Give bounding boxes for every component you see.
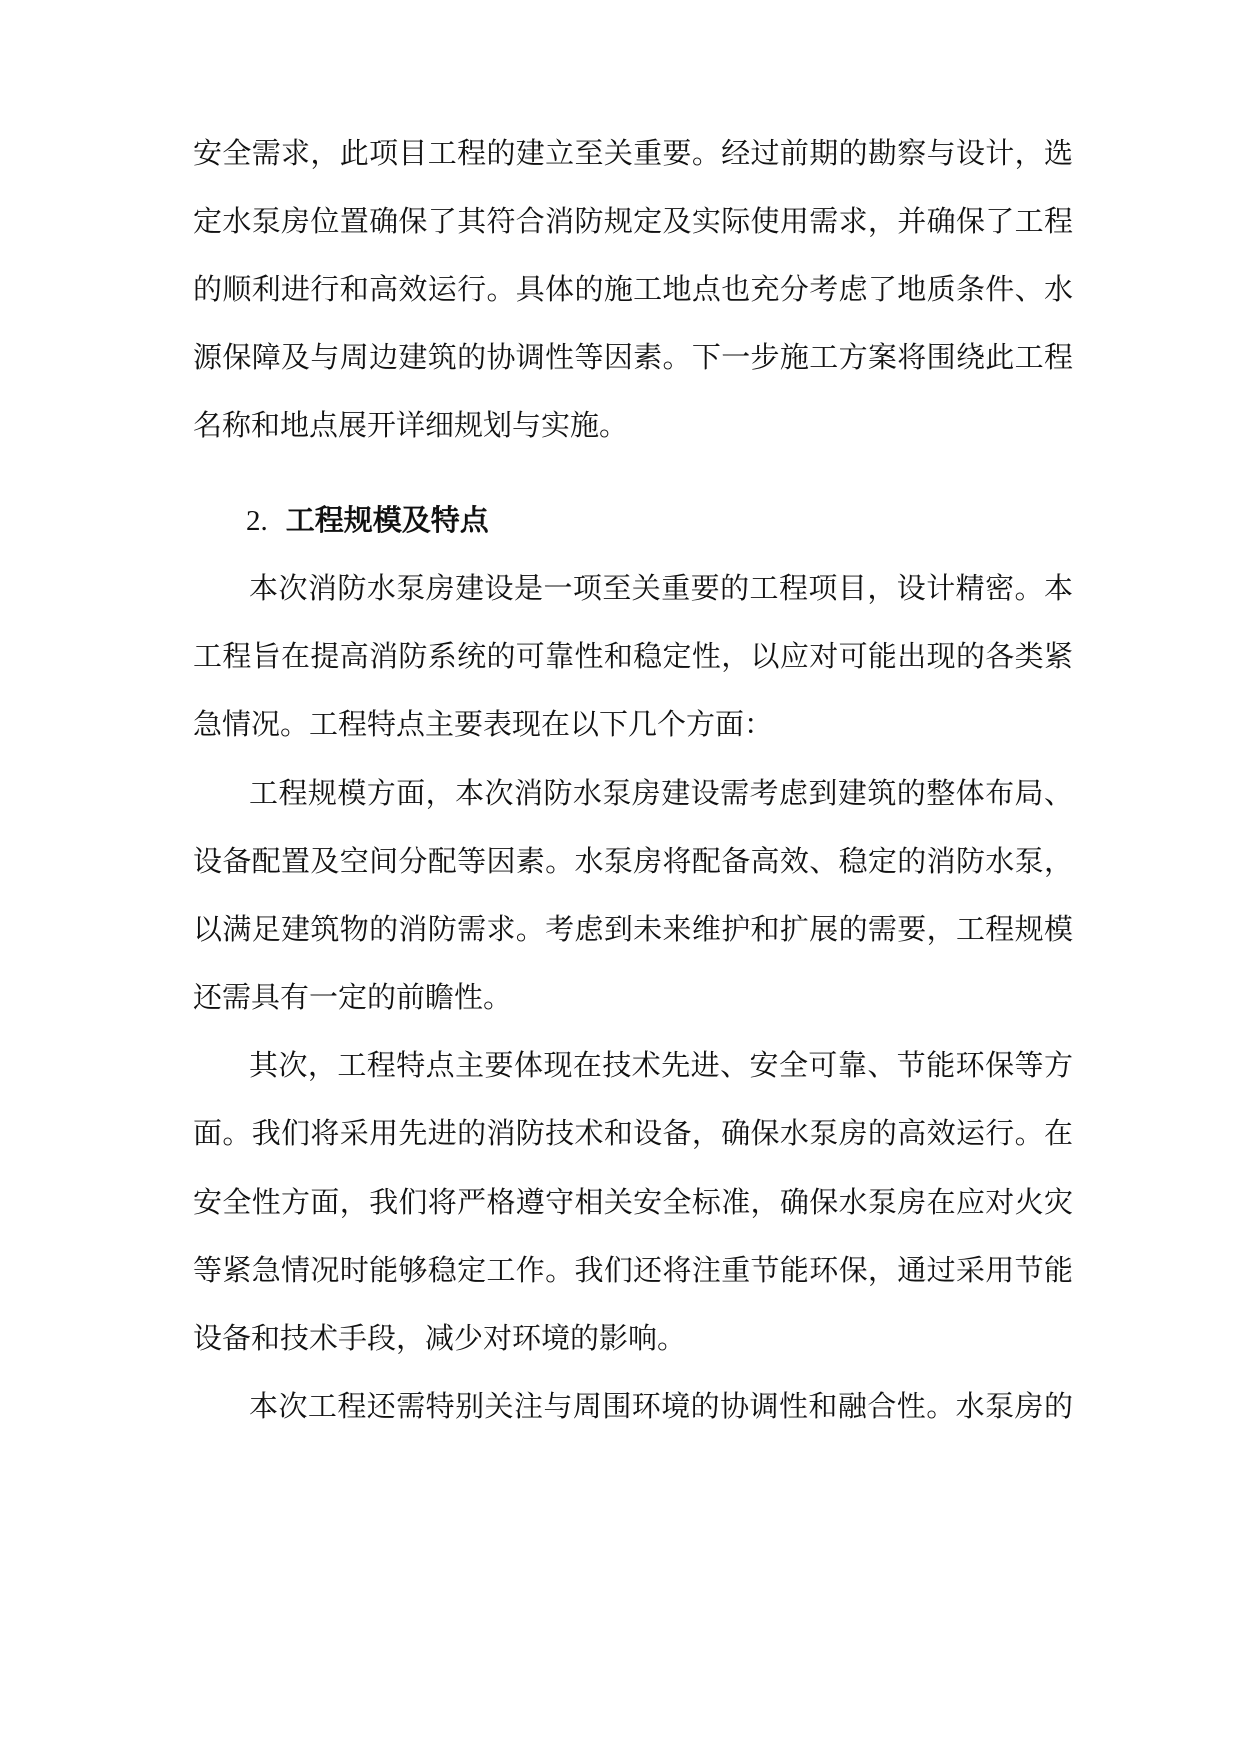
text-line: 等紧急情况时能够稳定工作。我们还将注重节能环保，通过采用节能 [193, 1253, 1073, 1287]
text-line: 工程旨在提高消防系统的可靠性和稳定性，以应对可能出现的各类紧 [193, 639, 1073, 673]
text-line: 安全性方面，我们将严格遵守相关安全标准，确保水泵房在应对火灾 [193, 1185, 1073, 1219]
text-line: 工程规模方面，本次消防水泵房建设需考虑到建筑的整体布局、 [249, 776, 1073, 810]
text-line: 设备配置及空间分配等因素。水泵房将配备高效、稳定的消防水泵， [193, 844, 1073, 878]
text-line: 设备和技术手段，减少对环境的影响。 [193, 1321, 687, 1355]
text-line: 其次，工程特点主要体现在技术先进、安全可靠、节能环保等方 [249, 1048, 1073, 1082]
text-line: 以满足建筑物的消防需求。考虑到未来维护和扩展的需要，工程规模 [193, 912, 1073, 946]
section-title: 工程规模及特点 [285, 503, 489, 537]
text-line: 源保障及与周边建筑的协调性等因素。下一步施工方案将围绕此工程 [193, 340, 1073, 374]
text-line: 面。我们将采用先进的消防技术和设备，确保水泵房的高效运行。在 [193, 1116, 1073, 1150]
text-line: 本次消防水泵房建设是一项至关重要的工程项目，设计精密。本 [249, 571, 1073, 605]
section-heading [246, 500, 489, 540]
text-line: 的顺利进行和高效运行。具体的施工地点也充分考虑了地质条件、水 [193, 272, 1073, 306]
text-line: 本次工程还需特别关注与周围环境的协调性和融合性。水泵房的 [249, 1389, 1073, 1423]
text-line: 定水泵房位置确保了其符合消防规定及实际使用需求，并确保了工程 [193, 204, 1073, 238]
text-line: 安全需求，此项目工程的建立至关重要。经过前期的勘察与设计，选 [193, 136, 1073, 170]
text-line: 急情况。工程特点主要表现在以下几个方面： [193, 707, 774, 741]
text-line: 名称和地点展开详细规划与实施。 [193, 408, 629, 442]
section-number: 2. [246, 505, 268, 537]
text-line: 还需具有一定的前瞻性。 [193, 980, 513, 1014]
